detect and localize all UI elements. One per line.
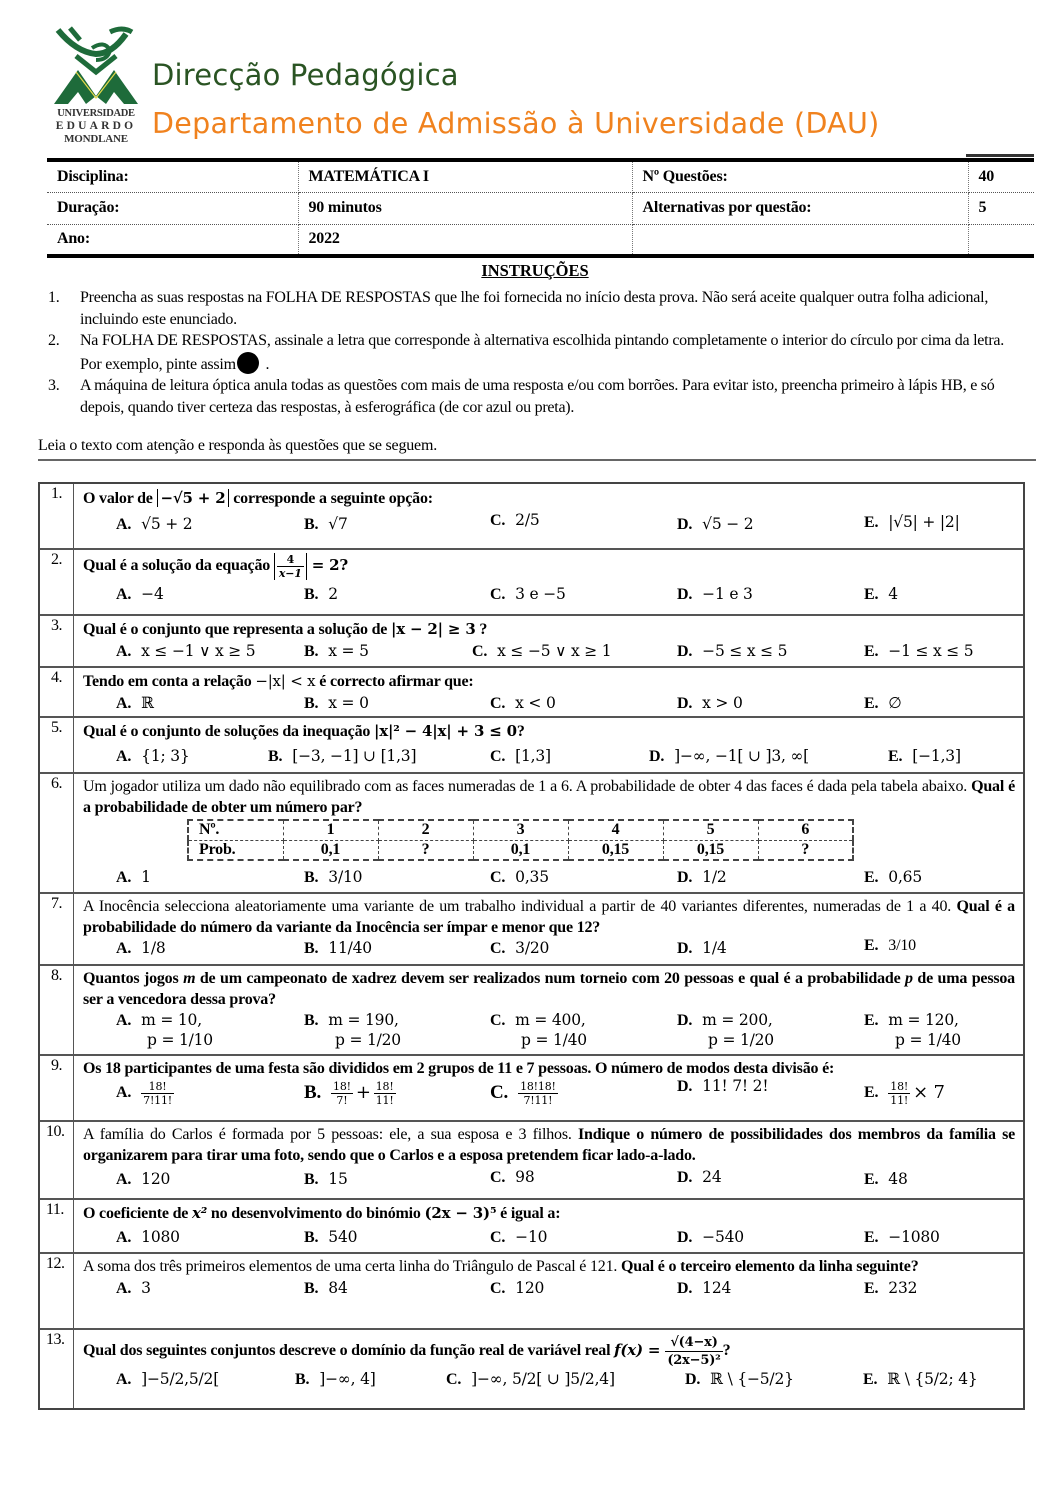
info-label: Alternativas por questão: xyxy=(632,192,968,224)
instruction-text: Na FOLHA DE RESPOSTAS, assinale a letra que corresponde à alternativa escolhida pintando completamente o interior do círculo por cima da letra. Por exemplo, pinte assim xyxy=(80,332,1005,373)
option-b[interactable]: B. 540 xyxy=(304,1227,358,1246)
question-stem: A soma dos três primeiros elementos de uma certa linha do Triângulo de Pascal é 121. xyxy=(83,1258,622,1275)
option-c[interactable]: C. x ≤ −5 ∨ x ≥ 1 xyxy=(472,641,612,660)
instruction-number: 1. xyxy=(48,289,60,306)
question-fraction: $\frac{√(4-x)}{\text{(2x−5)²}}$ xyxy=(667,1335,721,1368)
question-stem: A Inocência selecciona aleatoriamente uma variante de um trabalho individual a partir de 40 variantes diferentes, numeradas de 1 a 40. xyxy=(83,898,957,915)
question-stem: Tendo em conta a relação xyxy=(83,673,256,690)
info-value: 2022 xyxy=(298,224,632,256)
exam-info-table xyxy=(47,158,1034,258)
option-e[interactable]: E. $\frac{18!}{11!}$ × 7 xyxy=(864,1079,945,1107)
question-6 xyxy=(40,774,1023,894)
question-number: 8. xyxy=(40,966,74,1054)
probability-table xyxy=(187,819,854,861)
option-a[interactable]: A. $\frac{18!}{7!11!}$ xyxy=(116,1079,172,1107)
option-e[interactable]: E. −1 ≤ x ≤ 5 xyxy=(864,641,974,660)
question-stem-tail: de uma pessoa ser a vencedora dessa prova? xyxy=(83,970,1015,1008)
option-a[interactable]: A. m = 10, p = 1/10 xyxy=(116,1011,213,1049)
option-c[interactable]: C. ]−∞, 5/2[ ∪ ]5/2,4] xyxy=(446,1370,615,1388)
option-c[interactable]: C. [1,3] xyxy=(490,746,551,765)
option-e[interactable]: E. ℝ \ {5/2; 4} xyxy=(863,1370,978,1388)
info-row xyxy=(47,192,1034,224)
options-row xyxy=(83,1227,1015,1251)
table-cell: Nº. xyxy=(188,820,283,840)
question-stem-tail: = 2? xyxy=(306,556,348,575)
options-row xyxy=(83,1278,1015,1302)
university-logo xyxy=(48,26,144,150)
question-stem-tail: ? xyxy=(475,621,488,638)
options-row xyxy=(83,1076,1015,1116)
options-row xyxy=(83,693,1015,717)
question-stem: Quantos jogos xyxy=(83,970,184,987)
page-header xyxy=(0,0,1058,160)
option-a[interactable]: A. 1080 xyxy=(116,1227,180,1246)
question-stem: Qual é o conjunto de soluções da inequação xyxy=(83,723,374,740)
question-stem-tail: é igual a: xyxy=(496,1205,561,1222)
instructions-title: INSTRUÇÕES xyxy=(481,261,589,280)
question-stem-bold: Qual é a probabilidade do número da variante da Inocência ser ímpar e menor que 12? xyxy=(83,898,1015,936)
question-number: 5. xyxy=(40,718,74,772)
header-subtitle: Departamento de Admissão à Universidade (DAU) xyxy=(152,107,880,140)
question-stem: O valor de xyxy=(83,490,157,507)
option-e[interactable]: E. |√5| + |2| xyxy=(864,512,960,531)
question-stem: A família do Carlos é formada por 5 pessoas: ele, a sua esposa e 3 filhos. xyxy=(83,1126,578,1143)
instruction-number: 3. xyxy=(48,377,60,394)
table-cell: 2 xyxy=(378,820,473,840)
question-stem-mid: no desenvolvimento do binómio xyxy=(207,1205,425,1222)
question-stem-tail: ? xyxy=(516,723,525,740)
table-cell: 3 xyxy=(473,820,568,840)
option-d[interactable]: D. 1/2 xyxy=(677,868,727,886)
question-stem: Os 18 participantes de uma festa são divididos em 2 grupos de 11 e 7 pessoas. O número de modos desta divisão é: xyxy=(83,1060,835,1077)
info-label: Ano: xyxy=(47,224,298,256)
option-d[interactable]: D. ℝ \ {−5/2} xyxy=(685,1370,794,1388)
option-b[interactable]: B. 3/10 xyxy=(304,868,363,886)
logo-line-1: UNIVERSIDADE xyxy=(57,108,135,119)
option-a[interactable]: A. 3 xyxy=(116,1278,151,1297)
option-b[interactable]: B. $\frac{18!}{7!}$ + $\frac{18!}{11!}$ xyxy=(304,1079,394,1107)
options-row xyxy=(83,938,1015,962)
table-cell: ? xyxy=(378,840,473,860)
options-row xyxy=(83,1010,1015,1052)
question-math: x² xyxy=(192,1204,208,1222)
question-1 xyxy=(40,484,1023,550)
divider xyxy=(38,459,1036,461)
question-math: −|x| < x xyxy=(255,672,316,690)
options-row xyxy=(83,1369,1015,1393)
option-e[interactable]: E. m = 120, p = 1/40 xyxy=(864,1011,961,1049)
question-2 xyxy=(40,550,1023,616)
function-label: f(x) = xyxy=(614,1341,666,1360)
option-d[interactable]: D. m = 200, p = 1/20 xyxy=(677,1011,774,1049)
option-e[interactable]: E. −1080 xyxy=(864,1227,940,1246)
option-b[interactable]: B. 84 xyxy=(304,1278,348,1297)
table-cell: Prob. xyxy=(188,840,283,860)
info-label: Duração: xyxy=(47,192,298,224)
option-d[interactable]: D. x > 0 xyxy=(677,693,743,712)
option-d[interactable]: D. 1/4 xyxy=(677,939,727,957)
question-stem-bold: Qual é o terceiro elemento da linha seguinte? xyxy=(621,1258,919,1275)
option-d[interactable]: D. 24 xyxy=(677,1168,722,1186)
variable-p: p xyxy=(905,970,913,987)
info-table-cap xyxy=(966,154,1034,157)
info-value: 40 xyxy=(968,160,1034,192)
option-d[interactable]: D. 124 xyxy=(677,1278,732,1297)
info-value xyxy=(968,224,1034,256)
option-a[interactable]: A. ℝ xyxy=(116,693,154,712)
question-number: 10. xyxy=(40,1122,74,1198)
question-5 xyxy=(40,718,1023,774)
question-math: −√5 + 2 xyxy=(157,489,230,507)
question-12 xyxy=(40,1254,1023,1330)
option-b[interactable]: B. 2 xyxy=(304,585,338,603)
option-a[interactable]: A. ]−5/2,5/2[ xyxy=(116,1370,220,1388)
question-stem-bold: Indique o número de possibilidades dos membros da família se organizarem para tirar uma foto, sendo que o Carlos e a esposa pretendem ficar lado-a-lado. xyxy=(83,1126,1015,1164)
question-4 xyxy=(40,668,1023,718)
options-row xyxy=(83,510,1015,538)
option-b[interactable]: B. x = 5 xyxy=(304,641,369,660)
table-cell: 4 xyxy=(568,820,663,840)
logo-line-3: MONDLANE xyxy=(64,133,128,145)
question-stem-tail: ? xyxy=(722,1342,731,1360)
question-number: 13. xyxy=(40,1330,74,1408)
option-e[interactable]: E. 232 xyxy=(864,1278,918,1297)
options-row xyxy=(83,584,1015,608)
instruction-item xyxy=(48,330,1018,375)
question-9 xyxy=(40,1056,1023,1122)
option-d[interactable]: D. −1 e 3 xyxy=(677,585,753,603)
question-stem: Qual dos seguintes conjuntos descreve o domínio da função real de variável real xyxy=(83,1342,615,1360)
info-value: 90 minutos xyxy=(298,192,632,224)
question-stem-tail: corresponde a seguinte opção: xyxy=(229,490,433,507)
option-a[interactable]: A. {1; 3} xyxy=(116,746,190,765)
option-d[interactable]: D. −540 xyxy=(677,1227,744,1246)
option-b[interactable]: B. [−3, −1] ∪ [1,3] xyxy=(268,746,417,765)
option-d[interactable]: D. ]−∞, −1[ ∪ ]3, ∞[ xyxy=(649,746,810,765)
question-3 xyxy=(40,616,1023,668)
question-number: 4. xyxy=(40,668,74,716)
option-a[interactable]: A. 1/8 xyxy=(116,939,166,957)
option-c[interactable]: C. 3/20 xyxy=(490,939,550,957)
table-cell: 0,1 xyxy=(283,840,378,860)
lead-text: Leia o texto com atenção e responda às questões que se seguem. xyxy=(38,437,438,454)
question-number: 2. xyxy=(40,550,74,614)
option-c[interactable]: C. 98 xyxy=(490,1168,535,1186)
question-13 xyxy=(40,1330,1023,1408)
logo-line-2: EDUARDO xyxy=(55,120,137,132)
option-c[interactable]: C. 2/5 xyxy=(490,510,540,529)
option-c[interactable]: C. $\frac{18!18!}{7!11!}$ xyxy=(490,1079,556,1107)
question-number: 11. xyxy=(40,1200,74,1252)
table-cell: 0,15 xyxy=(568,840,663,860)
option-c[interactable]: C. x < 0 xyxy=(490,693,556,712)
option-e[interactable]: E. 3/10 xyxy=(864,937,916,954)
question-stem: O coeficiente de xyxy=(83,1205,192,1222)
question-math-2: (2x − 3)⁵ xyxy=(424,1204,497,1222)
question-number: 7. xyxy=(40,894,74,964)
options-row xyxy=(83,641,1015,665)
question-stem-tail: é correcto afirmar que: xyxy=(315,673,474,690)
question-stem-bold: Qual é a probabilidade de obter um número par? xyxy=(83,778,1015,816)
table-cell: 0,1 xyxy=(473,840,568,860)
options-row xyxy=(83,1169,1015,1193)
option-c[interactable]: C. 120 xyxy=(490,1278,545,1297)
instruction-text: A máquina de leitura óptica anula todas as questões com mais de uma resposta e/ou com borrões. Para evitar isto, preencha primeiro à lápis HB, e só depois, quando tiver certeza das respostas, à esferográfica (de cor azul ou preta). xyxy=(80,377,995,416)
question-fraction: $\frac{4}{x-1}$ xyxy=(278,553,302,580)
variable-m: m xyxy=(183,970,196,987)
option-a[interactable]: A. x ≤ −1 ∨ x ≥ 5 xyxy=(116,641,256,660)
instruction-item xyxy=(48,287,1018,330)
option-c[interactable]: C. 3 e −5 xyxy=(490,585,566,603)
option-e[interactable]: E. 48 xyxy=(864,1170,908,1188)
question-number: 1. xyxy=(40,484,74,548)
filled-circle-icon xyxy=(237,352,259,374)
option-b[interactable]: B. 11/40 xyxy=(304,939,372,957)
question-math: |x − 2| ≥ 3 xyxy=(391,620,476,638)
instruction-text: Preencha as suas respostas na FOLHA DE RESPOSTAS que lhe foi fornecida no início desta prova. Não será aceite qualquer outra folha adicional, incluindo este enunciado. xyxy=(80,289,989,328)
option-a[interactable]: A. √5 + 2 xyxy=(116,514,193,533)
question-number: 3. xyxy=(40,616,74,666)
option-b[interactable]: B. √7 xyxy=(304,514,348,533)
info-row xyxy=(47,160,1034,192)
options-row xyxy=(83,867,1015,891)
option-c[interactable]: C. 0,35 xyxy=(490,868,549,886)
question-number: 6. xyxy=(40,774,74,892)
logo-emblem-icon xyxy=(52,26,140,106)
question-8 xyxy=(40,966,1023,1056)
questions-table xyxy=(38,482,1025,1410)
option-a[interactable]: A. 1 xyxy=(116,868,151,886)
option-e[interactable]: E. 4 xyxy=(864,585,898,603)
info-value: 5 xyxy=(968,192,1034,224)
question-stem-mid: de um campeonato de xadrez devem ser realizados num torneio com 20 pessoas e qual é a probabilidade xyxy=(195,970,906,987)
question-11 xyxy=(40,1200,1023,1254)
option-a[interactable]: A. −4 xyxy=(116,585,164,603)
option-b[interactable]: B. ]−∞, 4] xyxy=(295,1370,376,1388)
question-stem: Qual é a solução da equação xyxy=(83,557,274,575)
table-cell: 0,15 xyxy=(663,840,758,860)
question-stem: Qual é o conjunto que representa a solução de xyxy=(83,621,391,638)
question-10 xyxy=(40,1122,1023,1200)
header-title: Direcção Pedagógica xyxy=(152,58,459,92)
option-c[interactable]: C. m = 400, p = 1/40 xyxy=(490,1011,587,1049)
instructions-list xyxy=(48,287,1018,418)
option-e[interactable]: E. [−1,3] xyxy=(888,746,961,765)
options-row xyxy=(83,746,1015,770)
instruction-item xyxy=(48,375,1018,418)
question-math: |x|² − 4|x| + 3 ≤ 0 xyxy=(374,722,517,740)
info-value: MATEMÁTICA I xyxy=(298,160,632,192)
question-number: 9. xyxy=(40,1056,74,1120)
table-cell: ? xyxy=(758,840,853,860)
option-b[interactable]: B. x = 0 xyxy=(304,693,369,712)
table-cell: 1 xyxy=(283,820,378,840)
option-b[interactable]: B. 15 xyxy=(304,1170,348,1188)
table-row xyxy=(188,840,853,860)
info-label: Disciplina: xyxy=(47,160,298,192)
instruction-number: 2. xyxy=(48,332,60,349)
option-d[interactable]: D. −5 ≤ x ≤ 5 xyxy=(677,641,788,660)
option-a[interactable]: A. 120 xyxy=(116,1170,171,1188)
option-c[interactable]: C. −10 xyxy=(490,1227,548,1246)
info-label xyxy=(632,224,968,256)
question-number: 12. xyxy=(40,1254,74,1328)
option-d[interactable]: D. 11! 7! 2! xyxy=(677,1076,769,1095)
instruction-text-tail: . xyxy=(261,355,270,373)
question-stem: Um jogador utiliza um dado não equilibrado com as faces numeradas de 1 a 6. A probabilidade de obter 4 das faces é dada pela tabela abaixo. xyxy=(83,778,972,795)
table-cell: 5 xyxy=(663,820,758,840)
info-row xyxy=(47,224,1034,256)
question-7 xyxy=(40,894,1023,966)
table-header-row xyxy=(188,820,853,840)
option-e[interactable]: E. 0,65 xyxy=(864,868,922,886)
option-d[interactable]: D. √5 − 2 xyxy=(677,514,754,533)
option-e[interactable]: E. ∅ xyxy=(864,693,902,712)
option-b[interactable]: B. m = 190, p = 1/20 xyxy=(304,1011,401,1049)
info-label: Nº Questões: xyxy=(632,160,968,192)
table-cell: 6 xyxy=(758,820,853,840)
